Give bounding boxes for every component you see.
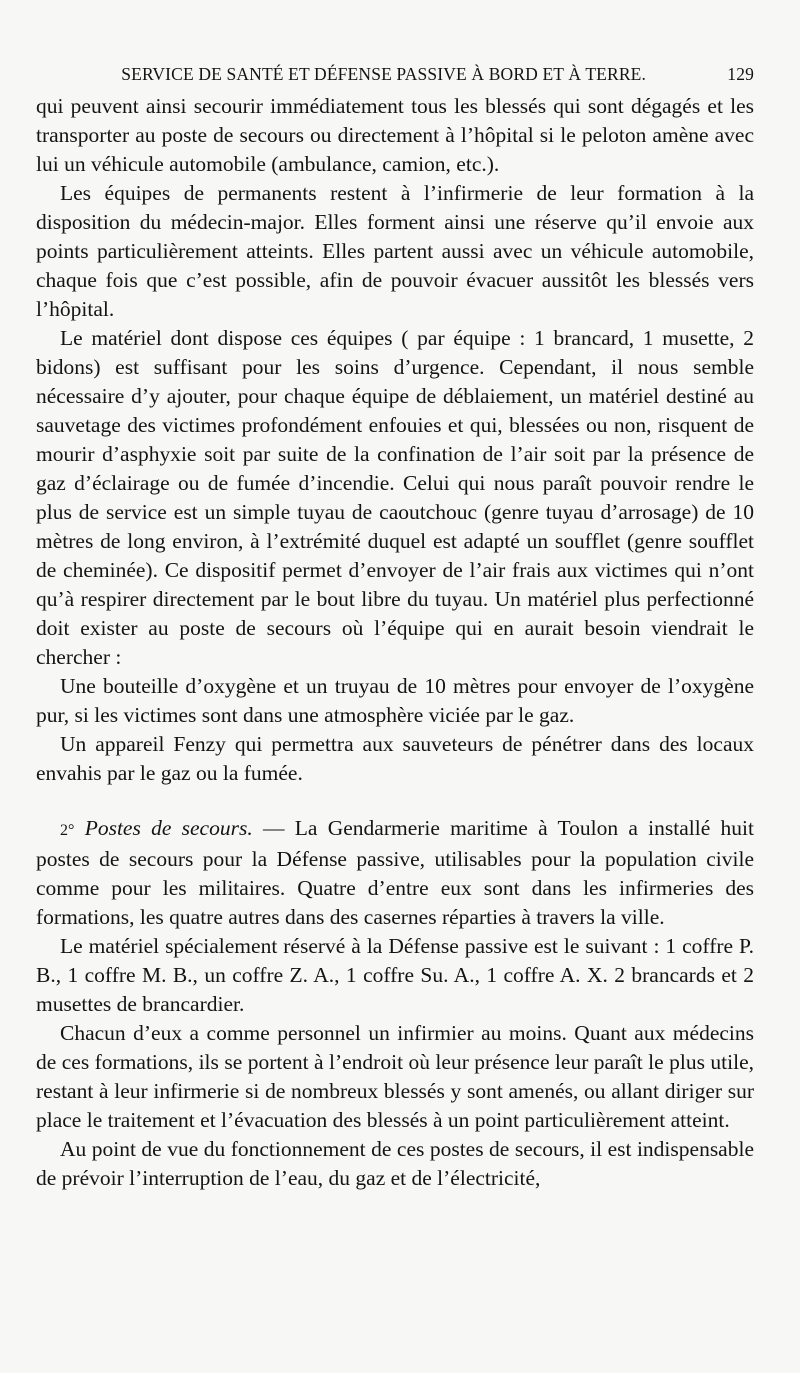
paragraph-continued: qui peuvent ainsi secourir immédiatement tous les blessés qui sont dégagés et les transporter au poste de secours ou directement à l’hôpital si le peloton amène avec lui un véhicule automobile (ambulance, camion, etc.). xyxy=(36,94,754,176)
running-head xyxy=(36,62,754,86)
running-title: SERVICE DE SANTÉ ET DÉFENSE PASSIVE À BORD ET À TERRE. xyxy=(121,64,647,84)
paragraph: Chacun d’eux a comme personnel un infirmier au moins. Quant aux médecins de ces formations, ils se portent à l’endroit où leur présence leur paraît le plus utile, restant à leur infirmerie si de nombreux blessés y sont amenés, ou allant diriger sur place le traitement et l’évacuation des blessés à un point particulièrement atteint. xyxy=(36,1021,754,1132)
paragraph: Les équipes de permanents restent à l’infirmerie de leur formation à la disposition du médecin-major. Elles forment ainsi une réserve qu’il envoie aux points particulièrement atteints. Elles partent aussi avec un véhicule automobile, chaque fois que c’est possible, afin de pouvoir évacuer aussitôt les blessés vers l’hôpital. xyxy=(36,181,754,321)
section-number: 2° xyxy=(60,822,75,839)
paragraph: Le matériel dont dispose ces équipes ( par équipe : 1 brancard, 1 musette, 2 bidons) est suffisant pour les soins d’urgence. Cependant, il nous semble nécessaire d’y ajouter, pour chaque équipe de déblaiement, un matériel destiné au sauvetage des victimes profondément enfouies et qui, blessées ou non, risquent de mourir d’asphyxie soit par suite de la confination de l’air soit par la présence de gaz d’éclairage ou de fumée d’incendie. Celui qui nous paraît pouvoir rendre le plus de service est un simple tuyau de caoutchouc (genre tuyau d’arrosage) de 10 mètres de long environ, à l’extrémité duquel est adapté un soufflet (genre soufflet de cheminée). Ce dispositif permet d’envoyer de l’air frais aux victimes qui n’ont qu’à respirer directement par le bout libre du tuyau. Un matériel plus perfectionné doit exister au poste de secours où l’équipe qui en aurait besoin viendrait le chercher : xyxy=(36,326,754,669)
book-page xyxy=(36,62,754,1193)
paragraph: Une bouteille d’oxygène et un truyau de 10 mètres pour envoyer de l’oxygène pur, si les victimes sont dans une atmosphère viciée par le gaz. xyxy=(36,674,754,727)
body-text xyxy=(36,92,754,1193)
paragraph: Un appareil Fenzy qui permettra aux sauveteurs de pénétrer dans des locaux envahis par le gaz ou la fumée. xyxy=(36,732,754,785)
page-number: 129 xyxy=(727,64,754,84)
section-paragraph xyxy=(36,814,754,932)
paragraph: Au point de vue du fonctionnement de ces postes de secours, il est indispensable de prévoir l’interruption de l’eau, du gaz et de l’électricité, xyxy=(36,1137,754,1190)
section-text: — La Gendarmerie maritime à Toulon a installé huit postes de secours pour la Défense passive, utilisables pour la population civile comme pour les militaires. Quatre d’entre eux sont dans les infirmeries des formations, les quatre autres dans des casernes réparties à travers la ville. xyxy=(36,816,754,929)
paragraph: Le matériel spécialement réservé à la Défense passive est le suivant : 1 coffre P. B., 1 coffre M. B., un coffre Z. A., 1 coffre Su. A., 1 coffre A. X. 2 brancards et 2 musettes de brancardier. xyxy=(36,934,754,1016)
section-title: Postes de secours. xyxy=(84,816,253,840)
